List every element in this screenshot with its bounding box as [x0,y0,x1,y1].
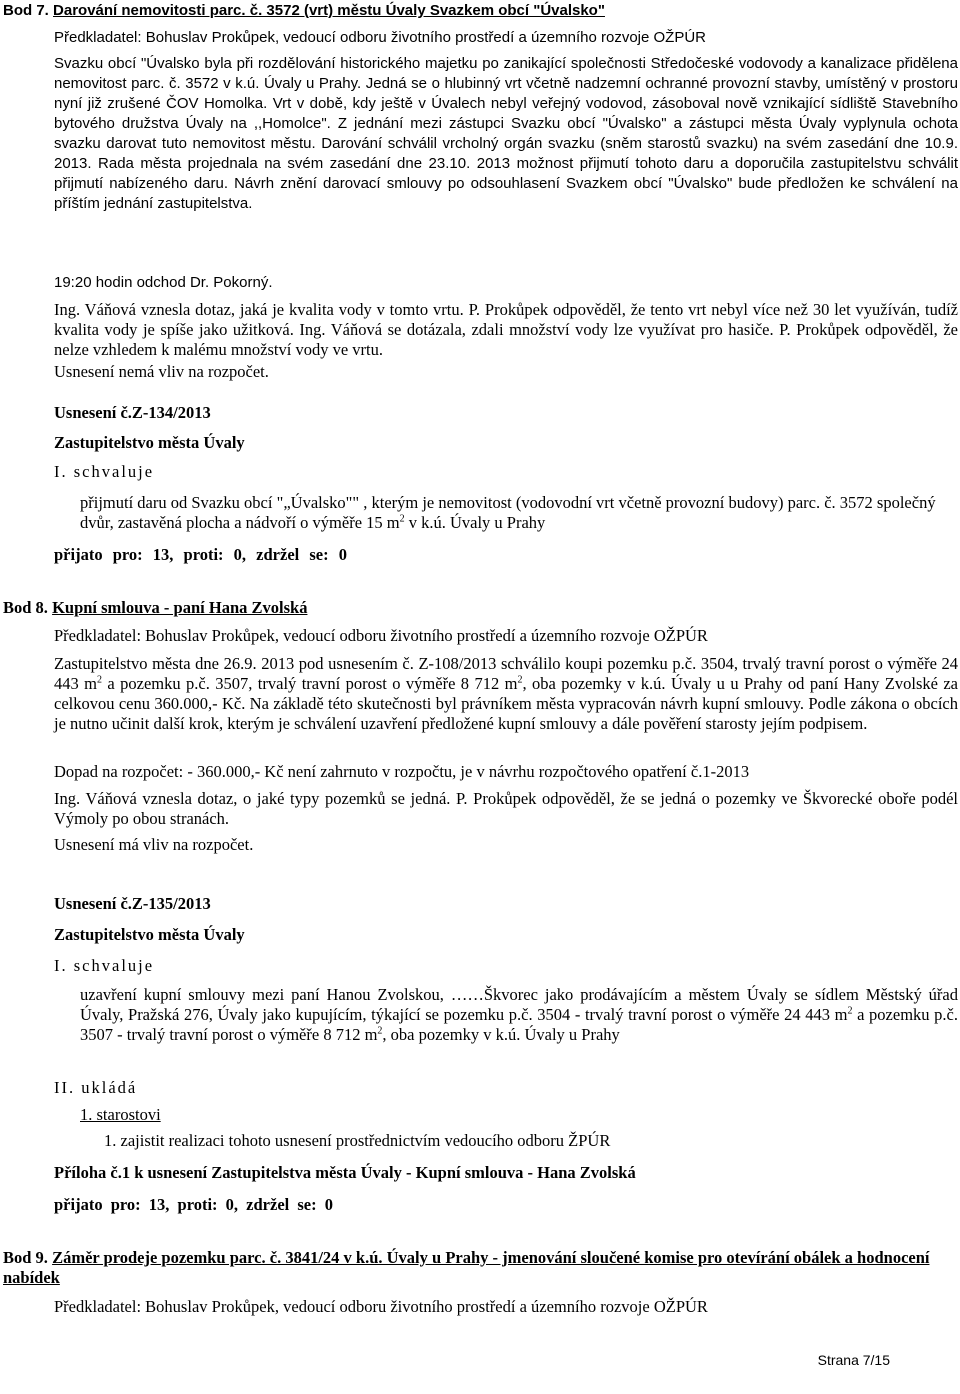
bod8-number: Bod 8. [3,598,53,617]
bod7-resolution-tail: v k.ú. Úvaly u Prahy [404,513,546,532]
bod8-resolution-b: a pozemku p.č. 3507 - trvalý travní porost o výměře 8 712 m [80,1005,958,1044]
bod8-title-text: Kupní smlouva - paní Hana Zvolská [52,598,308,617]
bod8-text-b: a pozemku p.č. 3507, trvalý travní porost o výměře 8 712 m [102,674,518,693]
bod8-resolution-a: uzavření kupní smlouvy mezi paní Hanou Zvolskou, ……Škvorec jako prodávajícím a městem Úvaly se sídlem Městský úřad Úvaly, Pražská 276, Úvaly jako kupujícím, týkající se pozemku p.č. 3504 - trvalý travní porost o výměře 24 443 m [80,985,958,1024]
bod9-predkladatel: Předkladatel: Bohuslav Prokůpek, vedoucí odboru životního prostředí a územního rozvoje OŽPÚR [54,1297,708,1316]
bod7-resolution-text: přijmutí daru od Svazku obcí "„Úvalsko"" , kterým je nemovitost (vodovodní vrt včetně provozní budovy) parc. č. 3572 společný dvůr, zastavěná plocha a nádvoří o výměře 15 m [80,493,936,532]
bod9-number: Bod 9. [3,1248,53,1267]
page-number: Strana 7/15 [817,1352,890,1368]
bod7-title-text: Darování nemovitosti parc. č. 3572 (vrt) městu Úvaly Svazkem obcí "Úvalsko" [53,2,605,19]
bod7-organ: Zastupitelstvo města Úvaly [54,433,245,452]
bod8-predkladatel: Předkladatel: Bohuslav Prokůpek, vedoucí odboru životního prostředí a územního rozvoje OŽPÚR [54,626,708,645]
bod7-title [3,1,958,21]
bod8-sup1: 2 [97,674,102,686]
bod8-sup2: 2 [517,674,523,686]
bod9-title-text: Záměr prodeje pozemku parc. č. 3841/24 v k.ú. Úvaly u Prahy - jmenování sloučené komise pro otevírání obálek a hodnocení nabídek [3,1248,930,1287]
bod8-resolution-sup1: 2 [847,1005,853,1017]
bod7-hlasovani: přijato pro: 13, proti: 0, zdržel se: 0 [54,545,347,564]
bod7-usneseni-number: Usnesení č.Z-134/2013 [54,403,211,422]
bod9-title [3,1248,958,1288]
bod8-resolution [80,985,958,1045]
bod8-dotaz: Ing. Váňová vznesla dotaz, o jaké typy pozemků se jedná. P. Prokůpek odpověděl, že se jedná o pozemky ve Škvorecké oboře podél Výmoly po obou stranách. [54,789,958,828]
bod7-resolution-sup: 2 [399,513,405,525]
bod8-uklada: II. ukládá [54,1078,138,1097]
bod7-number: Bod 7. [3,2,54,19]
bod8-resolution-sup2: 2 [377,1025,383,1037]
bod8-resolution-c: , oba pozemky v k.ú. Úvaly u Prahy [382,1025,620,1044]
bod8-starostovi-text: 1. starostovi [80,1105,161,1124]
bod8-schvaluje: I. schvaluje [54,956,155,975]
bod7-schvaluje: I. schvaluje [54,462,155,481]
bod8-ukol: 1. zajistit realizaci tohoto usnesení prostřednictvím vedoucího odboru ŽPÚR [104,1131,611,1150]
bod8-dopad: Dopad na rozpočet: - 360.000,- Kč není zahrnuto v rozpočtu, je v návrhu rozpočtového opatření č.1-2013 [54,762,750,781]
bod8-hlasovani: přijato pro: 13, proti: 0, zdržel se: 0 [54,1195,333,1214]
bod7-vliv: Usnesení nemá vliv na rozpočet. [54,362,269,381]
bod8-organ: Zastupitelstvo města Úvaly [54,925,245,944]
bod7-odchod: 19:20 hodin odchod Dr. Pokorný. [54,274,273,291]
bod7-predkladatel: Předkladatel: Bohuslav Prokůpek, vedoucí odboru životního prostředí a územního rozvoje OŽPÚR [54,29,707,46]
bod8-title [3,598,958,618]
bod7-resolution [80,493,958,533]
bod8-text-c: , oba pozemky v k.ú. Úvaly u u Prahy od paní Hany Zvolské za celkovou cenu 360.000,- Kč. Na základě této skutečnosti byl právníkem města vypracován návrh kupní smlouvy. Podle zákona o obcích je nutno učinit další krok, kterým je schválení uzavření předložené kupní smlouvy a dále pověření starosty jejím podpisem. [54,674,958,733]
bod7-dotaz: Ing. Váňová vznesla dotaz, jaká je kvalita vody v tomto vrtu. P. Prokůpek odpověděl, že tento vrt nebyl více než 30 let využíván, tudíž kvalita vody je spíše jako užitková. Ing. Váňová se dotázala, zdali množství vody lze využívat pro hasiče. P. Prokůpek odpověděl, že nelze vzhledem k malému množství vody ve vrtu. [54,300,958,359]
bod8-priloha: Příloha č.1 k usnesení Zastupitelstva města Úvaly - Kupní smlouva - Hana Zvolská [54,1163,636,1182]
bod7-text: Svazku obcí "Úvalsko byla při rozdělování historického majetku po zanikající společnosti Středočeské vodovody a kanalizace přidělena nemovitost parc. č. 3572 v k.ú. Úvaly u Prahy. Jedná se o hlubinný vrt včetně nadzemní ochranné provozní stavby, umístěný v prostoru nyní již zrušené ČOV Homolka. Vrt v době, kdy ještě v Úvalech nebyl veřejný vodovod, zásoboval nově vznikající sídliště Stavebního bytového družstva Úvaly na ,,Homolce". Z jednání mezi zástupci Svazku obcí "Úvalsko" a zástupci města Úvaly vyplynula ochota svazku darovat tuto nemovitost městu. Darování schválil vrcholný orgán svazku (sněm starostů svazku) na svém zasedání dne 10.9. 2013. Rada města projednala na svém zasedání dne 23.10. 2013 možnost přijmutí tohoto daru a doporučila zastupitelstvu schválit přijmutí nabízeného daru. Návrh znění darovací smlouvy po odsouhlasení Svazkem obcí "Úvalsko" bude předložen ke schválení na příštím jednání zastupitelstva. [54,55,958,212]
bod8-text-a: Zastupitelstvo města dne 26.9. 2013 pod usnesením č. Z-108/2013 schválilo koupi pozemku p.č. 3504, trvalý travní porost o výměře 24 443 m [54,654,958,693]
bod8-starostovi [80,1105,958,1125]
bod8-text [54,654,958,734]
bod8-usneseni-number: Usnesení č.Z-135/2013 [54,894,211,913]
bod8-vliv: Usnesení má vliv na rozpočet. [54,835,254,854]
